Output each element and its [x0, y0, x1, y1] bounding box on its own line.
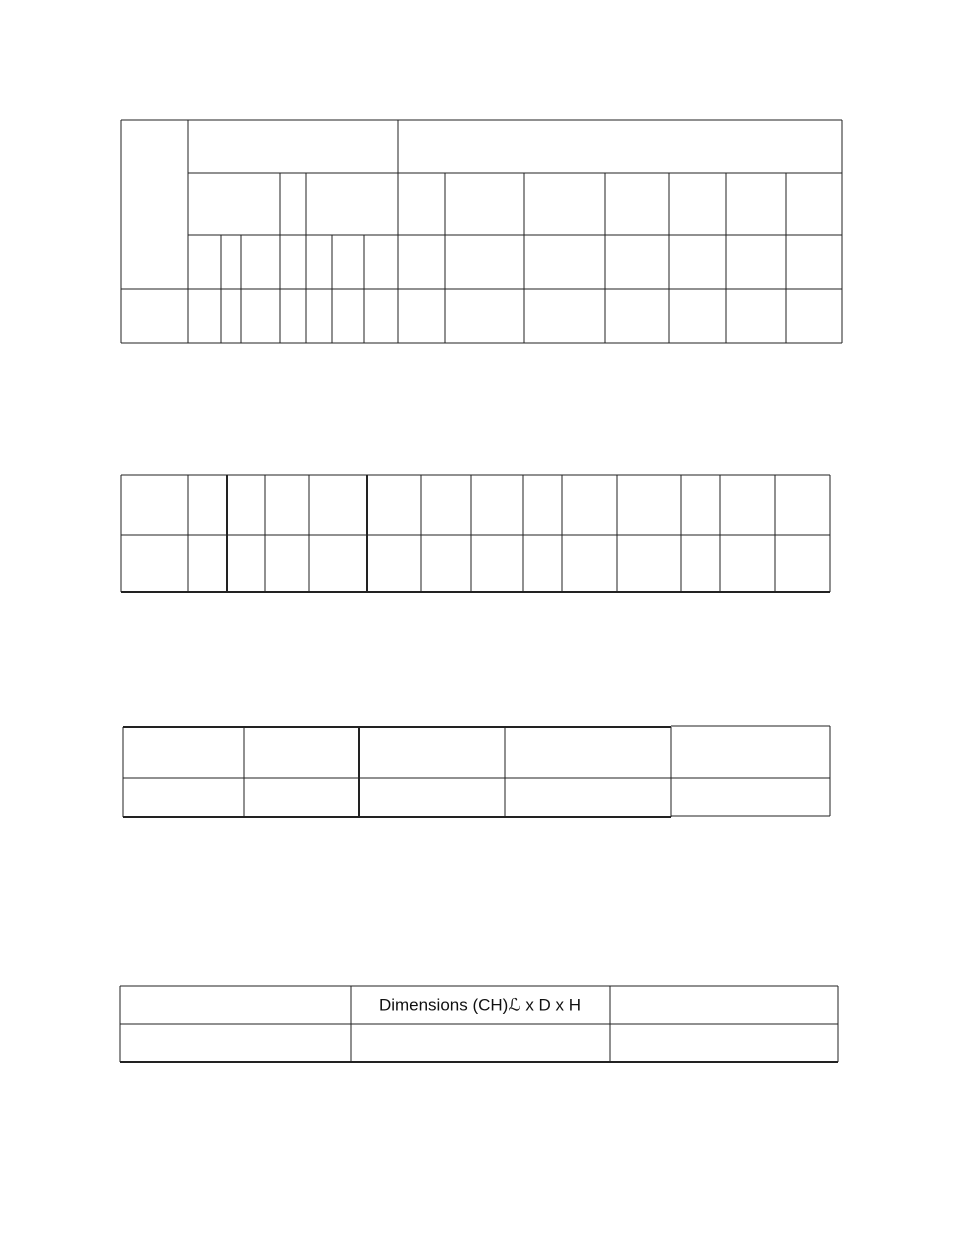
table-3 [123, 726, 830, 817]
table-2 [121, 475, 830, 592]
table-4 [120, 986, 838, 1062]
table-4-header-dimensions: Dimensions (CH)ℒ x D x H [378, 995, 582, 1015]
table-1 [121, 120, 842, 343]
